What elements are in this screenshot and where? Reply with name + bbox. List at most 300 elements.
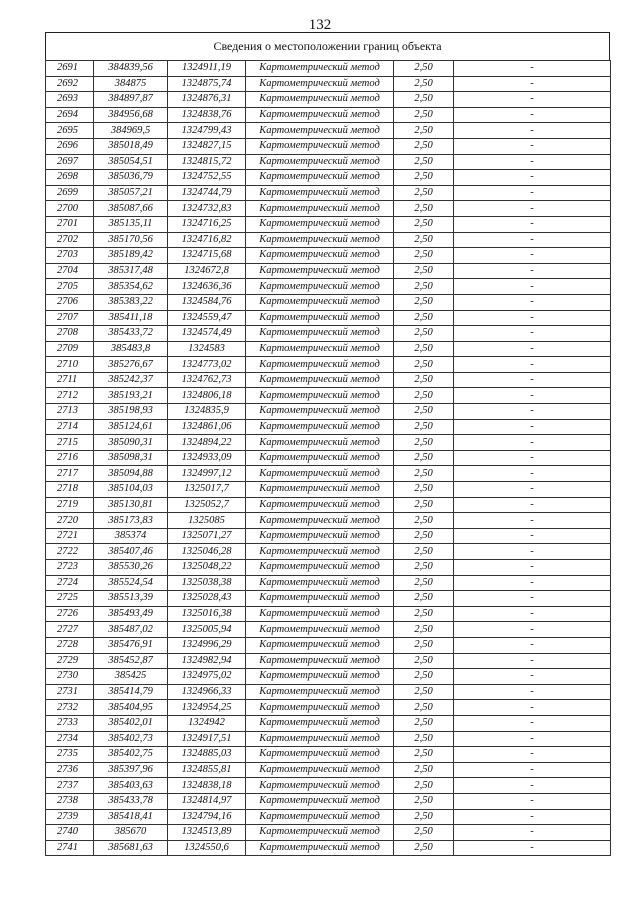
table-row [46, 482, 611, 498]
method-cell: Картометрический метод [246, 294, 394, 310]
y-coordinate-cell: 1324762,73 [168, 372, 246, 388]
point-number-cell: 2706 [46, 294, 94, 310]
method-cell: Картометрический метод [246, 154, 394, 170]
accuracy-cell: 2,50 [394, 357, 454, 373]
accuracy-cell: 2,50 [394, 201, 454, 217]
y-coordinate-cell: 1325038,38 [168, 575, 246, 591]
y-coordinate-cell: 1324636,36 [168, 279, 246, 295]
method-cell: Картометрический метод [246, 435, 394, 451]
x-coordinate-cell: 385425 [94, 669, 168, 685]
x-coordinate-cell: 385414,79 [94, 684, 168, 700]
method-cell: Картометрический метод [246, 466, 394, 482]
accuracy-cell: 2,50 [394, 637, 454, 653]
x-coordinate-cell: 385104,03 [94, 482, 168, 498]
accuracy-cell: 2,50 [394, 279, 454, 295]
point-number-cell: 2707 [46, 310, 94, 326]
x-coordinate-cell: 385098,31 [94, 450, 168, 466]
x-coordinate-cell: 385087,66 [94, 201, 168, 217]
accuracy-cell: 2,50 [394, 731, 454, 747]
method-cell: Картометрический метод [246, 201, 394, 217]
point-number-cell: 2727 [46, 622, 94, 638]
x-coordinate-cell: 385493,49 [94, 606, 168, 622]
x-coordinate-cell: 385094,88 [94, 466, 168, 482]
accuracy-cell: 2,50 [394, 435, 454, 451]
x-coordinate-cell: 385354,62 [94, 279, 168, 295]
table-title: Сведения о местоположении границ объекта [45, 32, 610, 60]
accuracy-cell: 2,50 [394, 341, 454, 357]
accuracy-cell: 2,50 [394, 450, 454, 466]
point-number-cell: 2705 [46, 279, 94, 295]
y-coordinate-cell: 1324838,76 [168, 107, 246, 123]
point-number-cell: 2737 [46, 778, 94, 794]
y-coordinate-cell: 1324917,51 [168, 731, 246, 747]
x-coordinate-cell: 385317,48 [94, 263, 168, 279]
table-row [46, 388, 611, 404]
note-cell: - [454, 310, 611, 326]
note-cell: - [454, 294, 611, 310]
accuracy-cell: 2,50 [394, 560, 454, 576]
y-coordinate-cell: 1324975,02 [168, 669, 246, 685]
x-coordinate-cell: 385170,56 [94, 232, 168, 248]
y-coordinate-cell: 1324861,06 [168, 419, 246, 435]
note-cell: - [454, 466, 611, 482]
accuracy-cell: 2,50 [394, 528, 454, 544]
x-coordinate-cell: 385402,73 [94, 731, 168, 747]
point-number-cell: 2698 [46, 170, 94, 186]
x-coordinate-cell: 385407,46 [94, 544, 168, 560]
x-coordinate-cell: 385130,81 [94, 497, 168, 513]
y-coordinate-cell: 1325028,43 [168, 591, 246, 607]
note-cell: - [454, 591, 611, 607]
accuracy-cell: 2,50 [394, 419, 454, 435]
point-number-cell: 2711 [46, 372, 94, 388]
method-cell: Картометрический метод [246, 653, 394, 669]
x-coordinate-cell: 385513,39 [94, 591, 168, 607]
table-row [46, 669, 611, 685]
y-coordinate-cell: 1324815,72 [168, 154, 246, 170]
y-coordinate-cell: 1324744,79 [168, 185, 246, 201]
method-cell: Картометрический метод [246, 341, 394, 357]
x-coordinate-cell: 385530,26 [94, 560, 168, 576]
table-row [46, 107, 611, 123]
table-row [46, 762, 611, 778]
x-coordinate-cell: 385276,67 [94, 357, 168, 373]
note-cell: - [454, 185, 611, 201]
point-number-cell: 2729 [46, 653, 94, 669]
table-row [46, 809, 611, 825]
y-coordinate-cell: 1325085 [168, 513, 246, 529]
note-cell: - [454, 138, 611, 154]
accuracy-cell: 2,50 [394, 622, 454, 638]
note-cell: - [454, 637, 611, 653]
point-number-cell: 2704 [46, 263, 94, 279]
table-row [46, 700, 611, 716]
x-coordinate-cell: 385135,11 [94, 216, 168, 232]
y-coordinate-cell: 1324716,25 [168, 216, 246, 232]
x-coordinate-cell: 385193,21 [94, 388, 168, 404]
table-row [46, 435, 611, 451]
x-coordinate-cell: 384875 [94, 76, 168, 92]
note-cell: - [454, 606, 611, 622]
method-cell: Картометрический метод [246, 497, 394, 513]
y-coordinate-cell: 1324855,81 [168, 762, 246, 778]
table-row [46, 622, 611, 638]
method-cell: Картометрический метод [246, 731, 394, 747]
y-coordinate-cell: 1324814,97 [168, 793, 246, 809]
table-row [46, 684, 611, 700]
note-cell: - [454, 731, 611, 747]
note-cell: - [454, 419, 611, 435]
accuracy-cell: 2,50 [394, 684, 454, 700]
accuracy-cell: 2,50 [394, 653, 454, 669]
x-coordinate-cell: 385402,01 [94, 715, 168, 731]
accuracy-cell: 2,50 [394, 747, 454, 763]
method-cell: Картометрический метод [246, 310, 394, 326]
table-row [46, 731, 611, 747]
point-number-cell: 2712 [46, 388, 94, 404]
y-coordinate-cell: 1324584,76 [168, 294, 246, 310]
accuracy-cell: 2,50 [394, 762, 454, 778]
point-number-cell: 2717 [46, 466, 94, 482]
point-number-cell: 2700 [46, 201, 94, 217]
accuracy-cell: 2,50 [394, 138, 454, 154]
y-coordinate-cell: 1324885,03 [168, 747, 246, 763]
note-cell: - [454, 170, 611, 186]
method-cell: Картометрический метод [246, 700, 394, 716]
note-cell: - [454, 388, 611, 404]
point-number-cell: 2722 [46, 544, 94, 560]
method-cell: Картометрический метод [246, 326, 394, 342]
note-cell: - [454, 357, 611, 373]
method-cell: Картометрический метод [246, 669, 394, 685]
method-cell: Картометрический метод [246, 793, 394, 809]
method-cell: Картометрический метод [246, 248, 394, 264]
accuracy-cell: 2,50 [394, 404, 454, 420]
table-row [46, 637, 611, 653]
table-row [46, 747, 611, 763]
note-cell: - [454, 544, 611, 560]
x-coordinate-cell: 385383,22 [94, 294, 168, 310]
note-cell: - [454, 107, 611, 123]
point-number-cell: 2713 [46, 404, 94, 420]
method-cell: Картометрический метод [246, 138, 394, 154]
point-number-cell: 2703 [46, 248, 94, 264]
y-coordinate-cell: 1324752,55 [168, 170, 246, 186]
y-coordinate-cell: 1324997,12 [168, 466, 246, 482]
note-cell: - [454, 279, 611, 295]
y-coordinate-cell: 1324827,15 [168, 138, 246, 154]
point-number-cell: 2719 [46, 497, 94, 513]
note-cell: - [454, 528, 611, 544]
accuracy-cell: 2,50 [394, 372, 454, 388]
accuracy-cell: 2,50 [394, 170, 454, 186]
accuracy-cell: 2,50 [394, 793, 454, 809]
y-coordinate-cell: 1324773,02 [168, 357, 246, 373]
y-coordinate-cell: 1324806,18 [168, 388, 246, 404]
table-row [46, 170, 611, 186]
boundary-table-sheet [45, 32, 610, 856]
method-cell: Картометрический метод [246, 61, 394, 77]
table-row [46, 326, 611, 342]
point-number-cell: 2730 [46, 669, 94, 685]
point-number-cell: 2692 [46, 76, 94, 92]
table-row [46, 216, 611, 232]
page-number: 132 [308, 17, 332, 33]
method-cell: Картометрический метод [246, 606, 394, 622]
note-cell: - [454, 715, 611, 731]
accuracy-cell: 2,50 [394, 513, 454, 529]
method-cell: Картометрический метод [246, 840, 394, 856]
point-number-cell: 2691 [46, 61, 94, 77]
table-row [46, 513, 611, 529]
method-cell: Картометрический метод [246, 684, 394, 700]
note-cell: - [454, 747, 611, 763]
point-number-cell: 2734 [46, 731, 94, 747]
point-number-cell: 2721 [46, 528, 94, 544]
table-row [46, 201, 611, 217]
accuracy-cell: 2,50 [394, 497, 454, 513]
accuracy-cell: 2,50 [394, 700, 454, 716]
table-row [46, 466, 611, 482]
x-coordinate-cell: 385670 [94, 825, 168, 841]
method-cell: Картометрический метод [246, 560, 394, 576]
method-cell: Картометрический метод [246, 513, 394, 529]
method-cell: Картометрический метод [246, 450, 394, 466]
y-coordinate-cell: 1324559,47 [168, 310, 246, 326]
x-coordinate-cell: 385402,75 [94, 747, 168, 763]
y-coordinate-cell: 1324996,29 [168, 637, 246, 653]
x-coordinate-cell: 385403,63 [94, 778, 168, 794]
point-number-cell: 2733 [46, 715, 94, 731]
y-coordinate-cell: 1324715,68 [168, 248, 246, 264]
x-coordinate-cell: 385483,8 [94, 341, 168, 357]
accuracy-cell: 2,50 [394, 840, 454, 856]
point-number-cell: 2740 [46, 825, 94, 841]
point-number-cell: 2728 [46, 637, 94, 653]
note-cell: - [454, 778, 611, 794]
table-row [46, 232, 611, 248]
accuracy-cell: 2,50 [394, 544, 454, 560]
x-coordinate-cell: 385433,72 [94, 326, 168, 342]
table-row [46, 840, 611, 856]
table-row [46, 185, 611, 201]
note-cell: - [454, 326, 611, 342]
x-coordinate-cell: 385173,83 [94, 513, 168, 529]
accuracy-cell: 2,50 [394, 326, 454, 342]
table-row [46, 310, 611, 326]
accuracy-cell: 2,50 [394, 123, 454, 139]
method-cell: Картометрический метод [246, 778, 394, 794]
y-coordinate-cell: 1324799,43 [168, 123, 246, 139]
note-cell: - [454, 513, 611, 529]
x-coordinate-cell: 385681,63 [94, 840, 168, 856]
table-row [46, 450, 611, 466]
x-coordinate-cell: 385018,49 [94, 138, 168, 154]
note-cell: - [454, 61, 611, 77]
note-cell: - [454, 622, 611, 638]
table-row [46, 606, 611, 622]
point-number-cell: 2725 [46, 591, 94, 607]
accuracy-cell: 2,50 [394, 575, 454, 591]
y-coordinate-cell: 1324894,22 [168, 435, 246, 451]
point-number-cell: 2710 [46, 357, 94, 373]
x-coordinate-cell: 385524,54 [94, 575, 168, 591]
method-cell: Картометрический метод [246, 123, 394, 139]
y-coordinate-cell: 1325071,27 [168, 528, 246, 544]
accuracy-cell: 2,50 [394, 107, 454, 123]
method-cell: Картометрический метод [246, 388, 394, 404]
note-cell: - [454, 232, 611, 248]
y-coordinate-cell: 1324911,19 [168, 61, 246, 77]
y-coordinate-cell: 1325017,7 [168, 482, 246, 498]
point-number-cell: 2735 [46, 747, 94, 763]
coordinates-table-body [46, 61, 611, 856]
note-cell: - [454, 653, 611, 669]
note-cell: - [454, 248, 611, 264]
note-cell: - [454, 404, 611, 420]
y-coordinate-cell: 1324574,49 [168, 326, 246, 342]
note-cell: - [454, 809, 611, 825]
table-row [46, 138, 611, 154]
point-number-cell: 2715 [46, 435, 94, 451]
table-row [46, 123, 611, 139]
note-cell: - [454, 669, 611, 685]
point-number-cell: 2732 [46, 700, 94, 716]
table-row [46, 497, 611, 513]
accuracy-cell: 2,50 [394, 216, 454, 232]
note-cell: - [454, 840, 611, 856]
table-row [46, 61, 611, 77]
method-cell: Картометрический метод [246, 809, 394, 825]
x-coordinate-cell: 384969,5 [94, 123, 168, 139]
point-number-cell: 2694 [46, 107, 94, 123]
point-number-cell: 2702 [46, 232, 94, 248]
x-coordinate-cell: 385487,02 [94, 622, 168, 638]
accuracy-cell: 2,50 [394, 185, 454, 201]
x-coordinate-cell: 385242,37 [94, 372, 168, 388]
x-coordinate-cell: 385476,91 [94, 637, 168, 653]
y-coordinate-cell: 1324550,6 [168, 840, 246, 856]
table-row [46, 76, 611, 92]
method-cell: Картометрический метод [246, 544, 394, 560]
method-cell: Картометрический метод [246, 170, 394, 186]
y-coordinate-cell: 1324954,25 [168, 700, 246, 716]
table-row [46, 560, 611, 576]
method-cell: Картометрический метод [246, 216, 394, 232]
note-cell: - [454, 341, 611, 357]
method-cell: Картометрический метод [246, 232, 394, 248]
x-coordinate-cell: 385036,79 [94, 170, 168, 186]
y-coordinate-cell: 1325052,7 [168, 497, 246, 513]
point-number-cell: 2731 [46, 684, 94, 700]
y-coordinate-cell: 1324716,82 [168, 232, 246, 248]
accuracy-cell: 2,50 [394, 263, 454, 279]
y-coordinate-cell: 1324583 [168, 341, 246, 357]
point-number-cell: 2718 [46, 482, 94, 498]
y-coordinate-cell: 1324875,74 [168, 76, 246, 92]
method-cell: Картометрический метод [246, 591, 394, 607]
note-cell: - [454, 76, 611, 92]
y-coordinate-cell: 1324982,94 [168, 653, 246, 669]
method-cell: Картометрический метод [246, 715, 394, 731]
note-cell: - [454, 684, 611, 700]
accuracy-cell: 2,50 [394, 715, 454, 731]
method-cell: Картометрический метод [246, 419, 394, 435]
note-cell: - [454, 435, 611, 451]
table-row [46, 404, 611, 420]
note-cell: - [454, 201, 611, 217]
y-coordinate-cell: 1325046,28 [168, 544, 246, 560]
method-cell: Картометрический метод [246, 372, 394, 388]
note-cell: - [454, 216, 611, 232]
method-cell: Картометрический метод [246, 92, 394, 108]
accuracy-cell: 2,50 [394, 606, 454, 622]
x-coordinate-cell: 385404,95 [94, 700, 168, 716]
table-row [46, 154, 611, 170]
x-coordinate-cell: 385090,31 [94, 435, 168, 451]
point-number-cell: 2708 [46, 326, 94, 342]
accuracy-cell: 2,50 [394, 61, 454, 77]
x-coordinate-cell: 385189,42 [94, 248, 168, 264]
y-coordinate-cell: 1324942 [168, 715, 246, 731]
x-coordinate-cell: 384956,68 [94, 107, 168, 123]
point-number-cell: 2720 [46, 513, 94, 529]
y-coordinate-cell: 1324966,33 [168, 684, 246, 700]
table-row [46, 341, 611, 357]
table-row [46, 653, 611, 669]
point-number-cell: 2716 [46, 450, 94, 466]
x-coordinate-cell: 385397,96 [94, 762, 168, 778]
method-cell: Картометрический метод [246, 637, 394, 653]
point-number-cell: 2723 [46, 560, 94, 576]
note-cell: - [454, 450, 611, 466]
method-cell: Картометрический метод [246, 357, 394, 373]
note-cell: - [454, 825, 611, 841]
y-coordinate-cell: 1324835,9 [168, 404, 246, 420]
note-cell: - [454, 154, 611, 170]
method-cell: Картометрический метод [246, 825, 394, 841]
point-number-cell: 2695 [46, 123, 94, 139]
table-row [46, 793, 611, 809]
x-coordinate-cell: 385374 [94, 528, 168, 544]
table-row [46, 778, 611, 794]
accuracy-cell: 2,50 [394, 388, 454, 404]
table-row [46, 294, 611, 310]
y-coordinate-cell: 1324933,09 [168, 450, 246, 466]
note-cell: - [454, 700, 611, 716]
point-number-cell: 2741 [46, 840, 94, 856]
point-number-cell: 2693 [46, 92, 94, 108]
point-number-cell: 2697 [46, 154, 94, 170]
method-cell: Картометрический метод [246, 622, 394, 638]
y-coordinate-cell: 1324513,89 [168, 825, 246, 841]
point-number-cell: 2714 [46, 419, 94, 435]
accuracy-cell: 2,50 [394, 778, 454, 794]
x-coordinate-cell: 385054,51 [94, 154, 168, 170]
accuracy-cell: 2,50 [394, 591, 454, 607]
table-row [46, 263, 611, 279]
accuracy-cell: 2,50 [394, 310, 454, 326]
x-coordinate-cell: 385124,61 [94, 419, 168, 435]
y-coordinate-cell: 1324794,16 [168, 809, 246, 825]
method-cell: Картометрический метод [246, 762, 394, 778]
y-coordinate-cell: 1324672,8 [168, 263, 246, 279]
note-cell: - [454, 263, 611, 279]
table-row [46, 825, 611, 841]
table-row [46, 279, 611, 295]
accuracy-cell: 2,50 [394, 232, 454, 248]
point-number-cell: 2709 [46, 341, 94, 357]
